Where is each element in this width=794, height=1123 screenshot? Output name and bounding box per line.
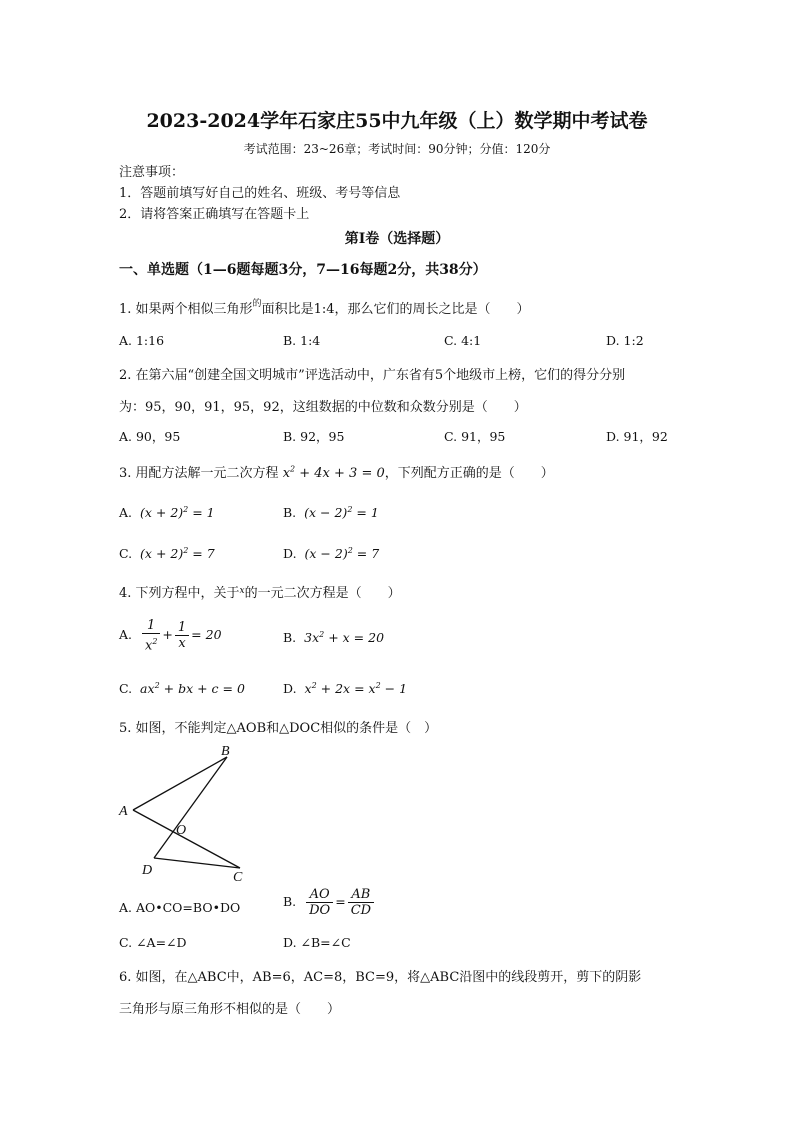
q1-option-d: D. 1:2 bbox=[606, 333, 644, 348]
q1-option-a: A. 1:16 bbox=[119, 333, 165, 348]
q4-option-b: B. $3x^2 + x = 20$ bbox=[283, 630, 385, 646]
label-d: D bbox=[142, 863, 153, 878]
label-b: B bbox=[221, 744, 230, 759]
segment-bd bbox=[154, 757, 227, 858]
q1-option-c: C. 4:1 bbox=[444, 333, 482, 348]
label-c: C bbox=[233, 870, 243, 885]
q2-line-1: 2. 在第六届“创建全国文明城市”评选活动中，广东省有5个地级市上榜，它们的得分分别 bbox=[119, 368, 626, 383]
q4-variable: x bbox=[239, 586, 245, 596]
part-title: 第Ⅰ卷（选择题） bbox=[344, 231, 450, 247]
exam-title: 2023-2024学年石家庄55中九年级（上）数学期中考试卷 bbox=[146, 110, 648, 132]
segment-dc bbox=[154, 858, 240, 868]
q4-option-d: D. $x^2 + 2x = x^2 - 1$ bbox=[283, 681, 408, 697]
q2-line-2: 为：95，90，91，95，92，这组数据的中位数和众数分别是（ ） bbox=[119, 400, 527, 415]
exam-subtitle: 考试范围：23~26章；考试时间：90分钟；分值：120分 bbox=[243, 142, 551, 156]
q2-option-b: B. 92，95 bbox=[283, 429, 345, 444]
q5-text: 5. 如图，不能判定△AOB和△DOC相似的条件是（ ） bbox=[119, 721, 438, 736]
q4-text-b: 的一元二次方程是（ ） bbox=[244, 586, 401, 601]
q3-text-b: ，下列配方正确的是（ ） bbox=[384, 466, 554, 481]
q5-option-c: C. ∠A=∠D bbox=[119, 935, 187, 950]
section-title: 一、单选题（1—6题每题3分，7—16每题2分，共38分） bbox=[119, 262, 487, 278]
q5-option-b: B. $\frac{AO}{DO}$ = $\frac{AB}{CD}$ bbox=[283, 887, 376, 918]
q6-line-2: 三角形与原三角形不相似的是（ ） bbox=[119, 1002, 341, 1017]
segment-ac bbox=[133, 810, 240, 868]
q3-option-d: D. $(x - 2)^2 = 7$ bbox=[283, 546, 380, 562]
note-item-2: 2．请将答案正确填写在答题卡上 bbox=[119, 207, 310, 222]
notes-heading: 注意事项： bbox=[119, 165, 185, 180]
q4-option-c: C. $ax^2$ + bx + c = 0 bbox=[119, 681, 245, 697]
label-o: O bbox=[176, 823, 187, 838]
q3-option-c: C. $(x + 2)^2 = 7$ bbox=[119, 546, 215, 562]
question-1 bbox=[119, 298, 530, 317]
q3-equation: $x^2 + 4x + 3 = 0$ bbox=[282, 464, 385, 481]
question-3 bbox=[119, 462, 554, 481]
q5-option-d: D. ∠B=∠C bbox=[283, 935, 351, 950]
label-a: A bbox=[119, 804, 128, 819]
note-item-1: 1．答题前填写好自己的姓名、班级、考号等信息 bbox=[119, 186, 401, 201]
q1-option-b: B. 1:4 bbox=[283, 333, 321, 348]
q2-option-a: A. 90，95 bbox=[119, 429, 181, 444]
segment-ab bbox=[133, 757, 227, 810]
question-4 bbox=[119, 582, 401, 601]
q5-figure bbox=[112, 740, 252, 885]
q1-text-a: 1. 如果两个相似三角形 bbox=[119, 302, 253, 317]
q2-option-c: C. 91，95 bbox=[444, 429, 506, 444]
q5-option-a: A. AO•CO=BO•DO bbox=[119, 900, 241, 915]
q1-text-sup: 的 bbox=[252, 299, 262, 309]
q2-option-d: D. 91，92 bbox=[606, 429, 668, 444]
q1-text-b: 面积比是1:4，那么它们的周长之比是（ ） bbox=[261, 302, 530, 317]
q4-text-a: 4. 下列方程中，关于 bbox=[119, 586, 240, 601]
q6-line-1: 6. 如图，在△ABC中，AB=6，AC=8，BC=9，将△ABC沿图中的线段剪开，剪下的阴影 bbox=[119, 970, 642, 985]
q4-option-a: A. $\frac{1}{x^2}$ + $\frac{1}{x}$ = 20 bbox=[119, 618, 222, 654]
q3-text-a: 3. 用配方法解一元二次方程 bbox=[119, 466, 279, 481]
q3-option-b: B. $(x - 2)^2 = 1$ bbox=[283, 505, 379, 521]
q3-option-a: A. $(x + 2)^2 = 1$ bbox=[119, 505, 215, 521]
